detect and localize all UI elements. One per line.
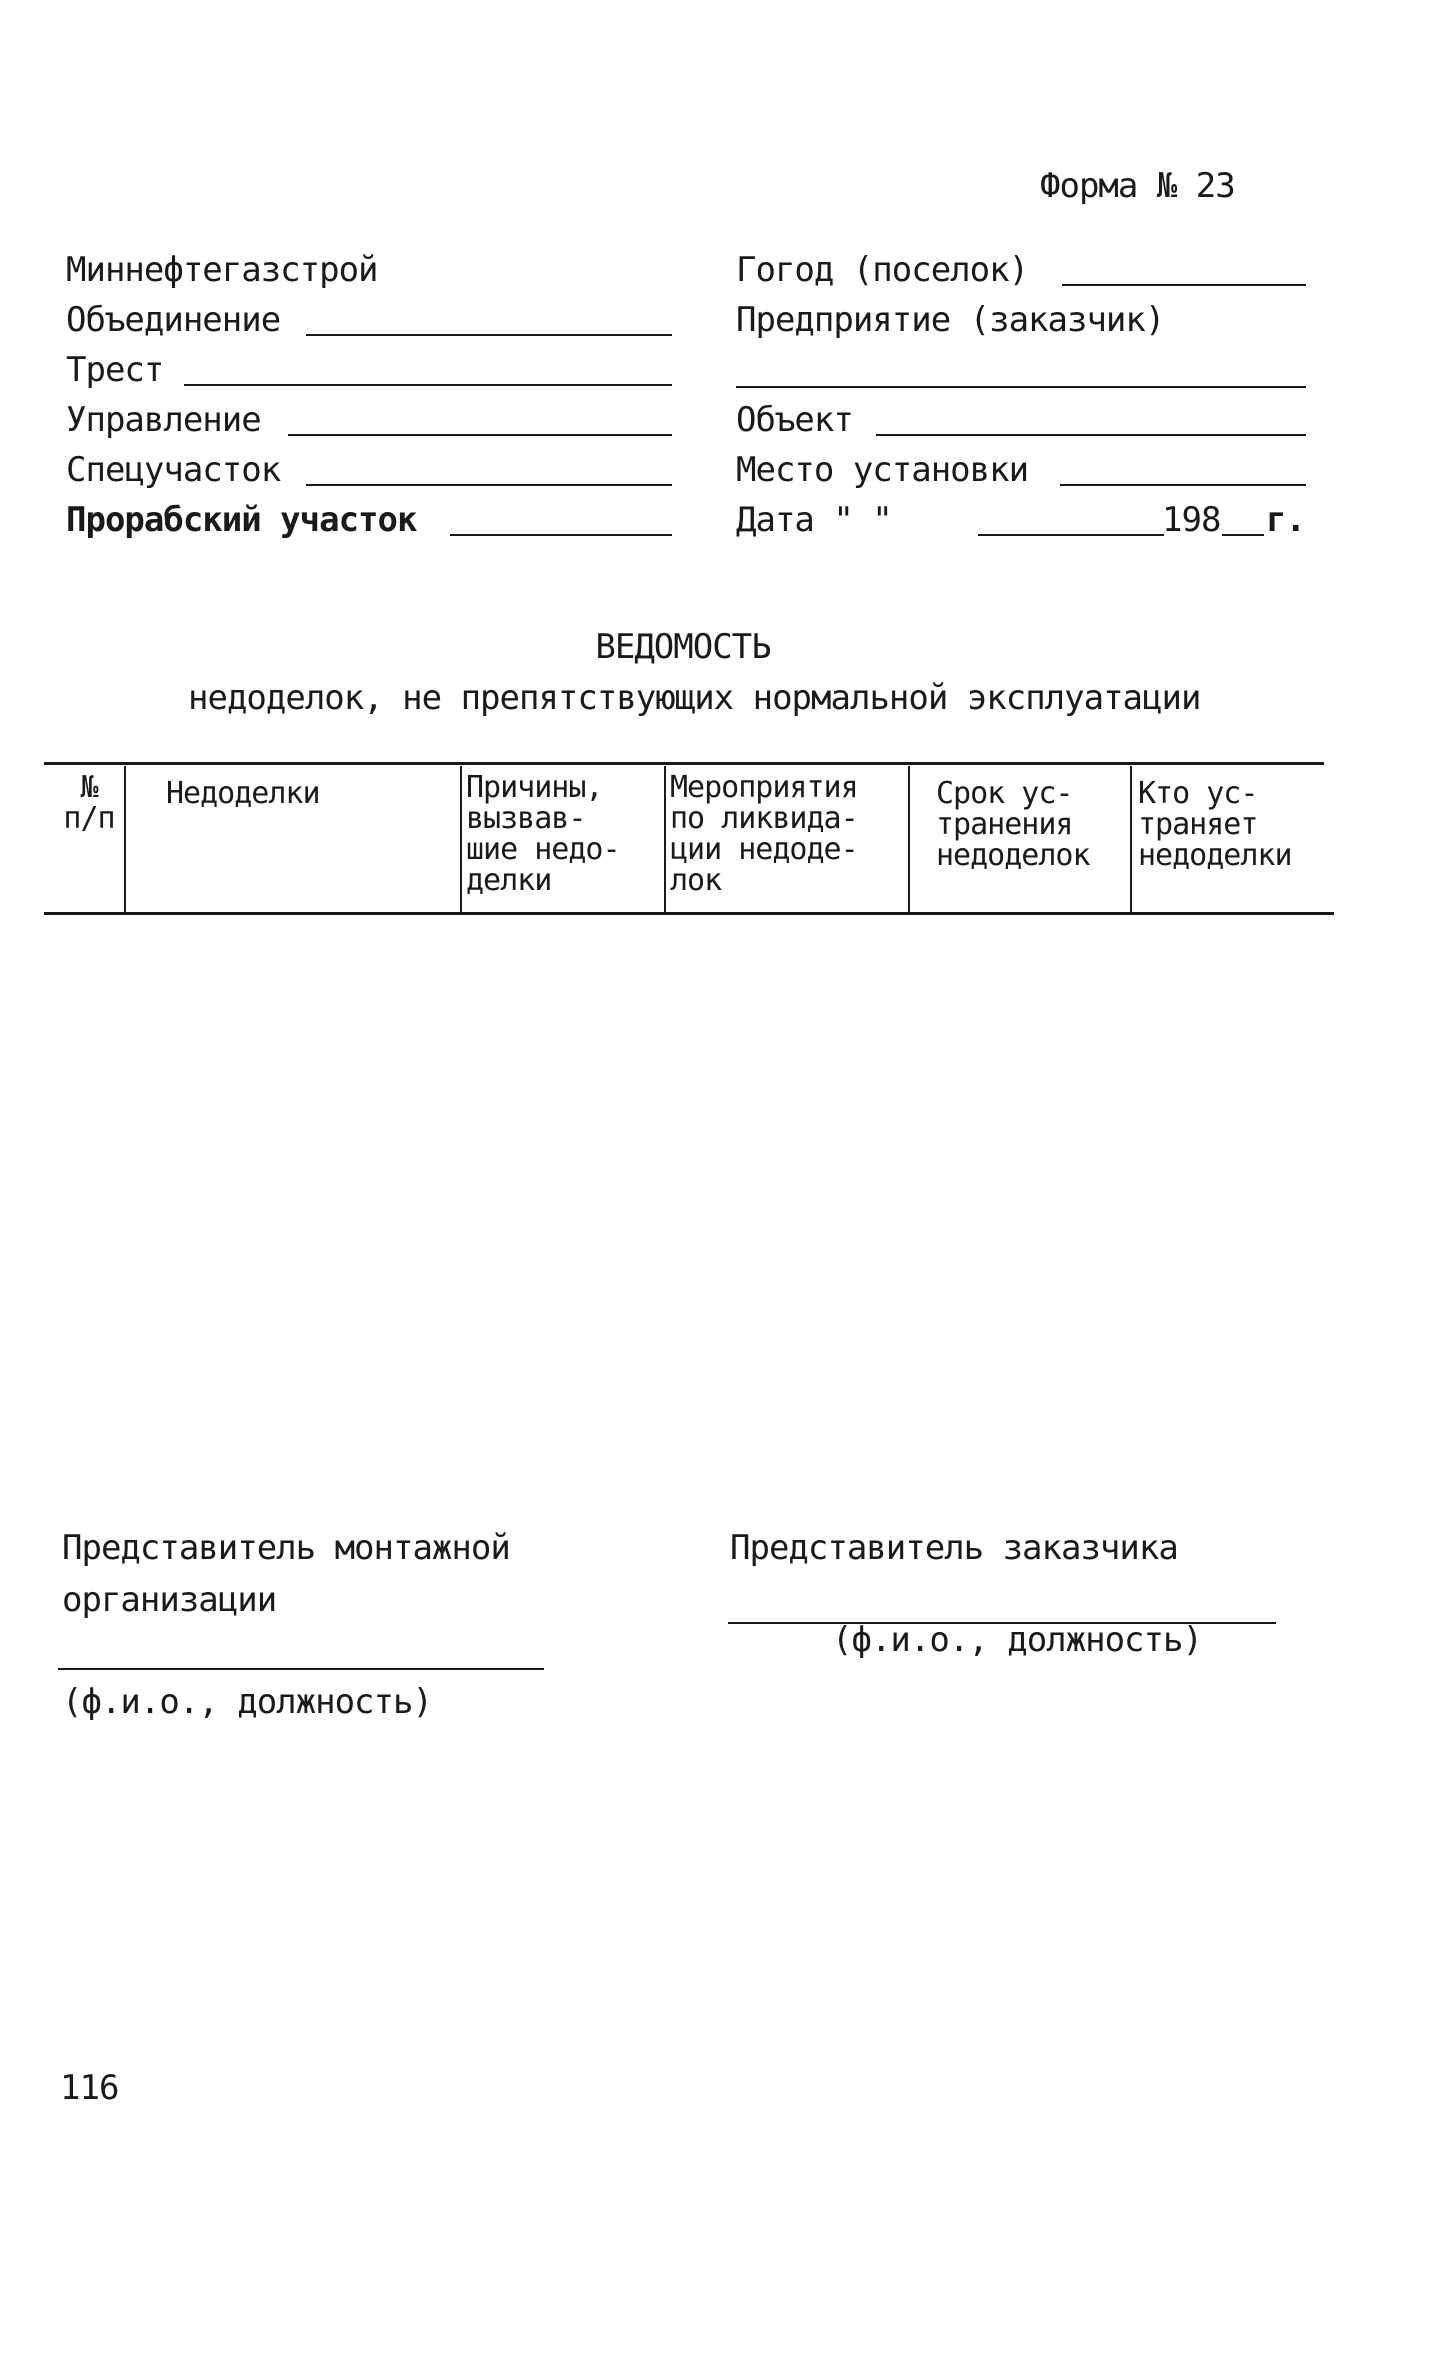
date-year-suffix: г. <box>1266 500 1305 540</box>
col-divider-3 <box>664 766 666 912</box>
foreman-section-field[interactable] <box>450 534 672 536</box>
installer-rep-title-line2: организации <box>62 1580 277 1620</box>
table-top-rule <box>44 762 1324 765</box>
city-label: Гогод (поселок) <box>736 250 1029 290</box>
trust-label: Трест <box>66 350 164 390</box>
management-label: Управление <box>66 400 261 440</box>
special-section-field[interactable] <box>306 484 672 486</box>
date-year-field[interactable] <box>1222 534 1264 536</box>
association-label: Объединение <box>66 300 281 340</box>
city-field[interactable] <box>1062 284 1306 286</box>
date-year: 198 <box>1162 500 1221 540</box>
customer-rep-caption: (ф.и.о., должность) <box>832 1620 1202 1660</box>
col-divider-1 <box>124 766 126 912</box>
col-divider-5 <box>1130 766 1132 912</box>
foreman-section-label: Прорабский участок <box>66 500 417 540</box>
col-header-causes: Причины, вызвав- шие недо- делки <box>466 770 620 898</box>
table-bottom-rule <box>44 912 1334 915</box>
col-header-deadline: Срок ус- транения недоделок <box>936 776 1090 873</box>
installer-signature-field[interactable] <box>58 1668 544 1670</box>
installer-rep-caption: (ф.и.о., должность) <box>62 1682 432 1722</box>
management-field[interactable] <box>288 434 672 436</box>
col-header-defects: Недоделки <box>166 776 320 811</box>
col-divider-2 <box>460 766 462 912</box>
enterprise-label: Предприятие (заказчик) <box>736 300 1165 340</box>
location-label: Место установки <box>736 450 1029 490</box>
association-field[interactable] <box>306 334 672 336</box>
col-divider-4 <box>908 766 910 912</box>
location-field[interactable] <box>1060 484 1306 486</box>
object-field[interactable] <box>876 434 1306 436</box>
enterprise-field[interactable] <box>736 386 1306 388</box>
page-number: 116 <box>60 2068 119 2108</box>
form-number: Форма № 23 <box>1040 166 1235 206</box>
customer-rep-title: Представитель заказчика <box>730 1528 1178 1568</box>
document-subtitle: недоделок, не препятствующих нормальной эксплуатации <box>188 678 1201 718</box>
installer-rep-title-line1: Представитель монтажной <box>62 1528 510 1568</box>
col-header-number: № п/п <box>63 770 115 836</box>
ministry-label: Миннефтегазстрой <box>66 250 378 290</box>
special-section-label: Спецучасток <box>66 450 281 490</box>
document-title: ВЕДОМОСТЬ <box>595 627 771 667</box>
date-month-field[interactable] <box>978 534 1164 536</box>
col-header-measures: Мероприятия по ликвида- ции недоде- лок <box>670 770 858 898</box>
trust-field[interactable] <box>184 384 672 386</box>
date-label: Дата " " <box>736 500 892 540</box>
object-label: Объект <box>736 400 853 440</box>
col-header-responsible: Кто ус- траняет недоделки <box>1138 776 1292 873</box>
